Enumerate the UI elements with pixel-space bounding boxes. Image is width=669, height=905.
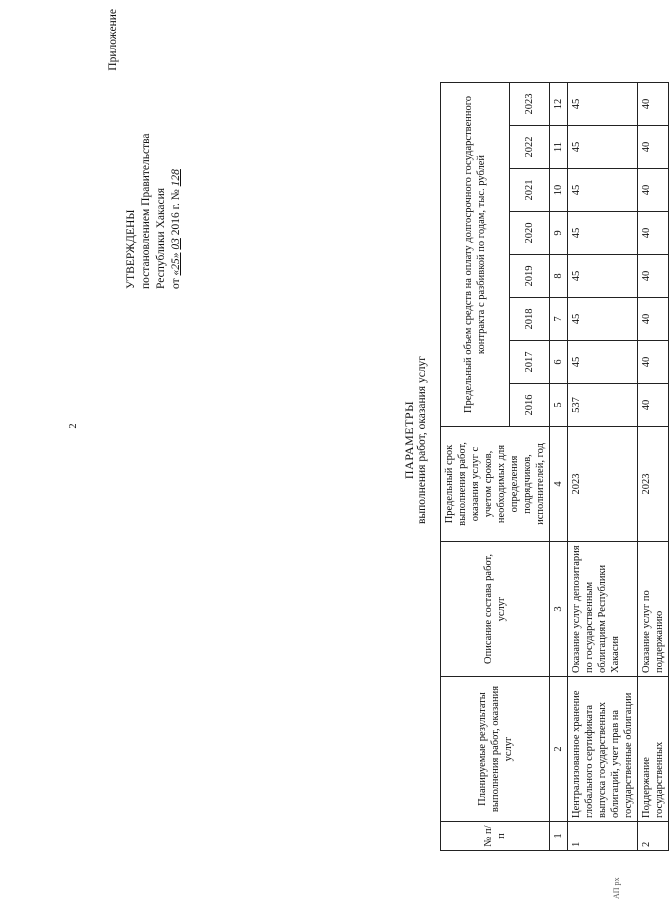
footer-mark: АП рх (612, 877, 621, 899)
approved-label: УТВЕРЖДЕНЫ (125, 209, 137, 289)
row-value: 40 (638, 298, 669, 341)
table-row (638, 83, 669, 851)
row-term: 2023 (638, 427, 669, 542)
column-number: 9 (550, 212, 568, 255)
row-value: 40 (638, 169, 669, 212)
table-row (568, 83, 638, 851)
row-value: 40 (638, 212, 669, 255)
column-number: 11 (550, 126, 568, 169)
column-number: 6 (550, 341, 568, 384)
column-number: 4 (550, 427, 568, 542)
header-row-1 (441, 83, 510, 851)
row-value: 45 (568, 212, 638, 255)
document-subtitle: выполнения работ, оказания услуг (416, 355, 428, 525)
row-num: 2 (638, 822, 669, 851)
row-value: 40 (638, 384, 669, 427)
year-header: 2019 (509, 255, 549, 298)
row-term: 2023 (568, 427, 638, 542)
year-header: 2017 (509, 341, 549, 384)
row-value: 45 (568, 126, 638, 169)
number-prefix: № (170, 189, 182, 201)
column-number: 8 (550, 255, 568, 298)
column-number: 3 (550, 542, 568, 677)
year-header: 2020 (509, 212, 549, 255)
date-month: 03 (170, 238, 182, 250)
row-value: 45 (568, 341, 638, 384)
year-header: 2023 (509, 83, 549, 126)
column-number: 2 (550, 677, 568, 822)
column-numbers-row (550, 83, 568, 851)
approval-line-2: Республики Хакасия (155, 187, 167, 289)
column-number: 7 (550, 298, 568, 341)
row-value: 45 (568, 255, 638, 298)
decree-number: 128 (170, 169, 182, 187)
date-prefix: от (170, 278, 182, 289)
column-number: 5 (550, 384, 568, 427)
header-description: Описание состава работ, услуг (441, 542, 550, 677)
row-value: 537 (568, 384, 638, 427)
row-value: 45 (568, 83, 638, 126)
date-day: «25» (170, 252, 182, 276)
row-description: Оказание услуг по поддержанию (638, 542, 669, 677)
approval-date-line (169, 9, 184, 289)
parameters-table (440, 82, 669, 851)
header-term: Предельный срок выполнения работ, оказания услуг с учетом сроков, необходимых для определения подрядчиков, исполнителей, год (441, 427, 550, 542)
row-num: 1 (568, 822, 638, 851)
page-number: 2 (68, 423, 79, 429)
row-results: Поддержание государственных (638, 677, 669, 822)
row-value: 45 (568, 169, 638, 212)
row-results: Централизованное хранение глобального сертификата выпуска государственных облигаций, учет прав на государственные облигации (568, 677, 638, 822)
row-value: 40 (638, 341, 669, 384)
row-value: 40 (638, 255, 669, 298)
header-num: № п/п (441, 822, 550, 851)
column-number: 10 (550, 169, 568, 212)
column-number: 12 (550, 83, 568, 126)
year-header: 2018 (509, 298, 549, 341)
year-header: 2022 (509, 126, 549, 169)
year-header: 2021 (509, 169, 549, 212)
approval-block (106, 9, 184, 289)
year-header: 2016 (509, 384, 549, 427)
row-description: Оказание услуг депозитария по государственным облигациям Республики Хакасия (568, 542, 638, 677)
header-results: Планируемые результаты выполнения работ, оказания услуг (441, 677, 550, 822)
appendix-label: Приложение (107, 9, 119, 71)
date-year: 2016 г. (170, 203, 182, 236)
column-number: 1 (550, 822, 568, 851)
row-value: 40 (638, 126, 669, 169)
row-value: 40 (638, 83, 669, 126)
approval-line-1: постановлением Правительства (140, 133, 152, 289)
document-title: ПАРАМЕТРЫ (402, 400, 416, 480)
header-volume: Предельный объем средств на оплату долгосрочного государственного контракта с разбивкой по годам, тыс. рублей (441, 83, 510, 427)
row-value: 45 (568, 298, 638, 341)
